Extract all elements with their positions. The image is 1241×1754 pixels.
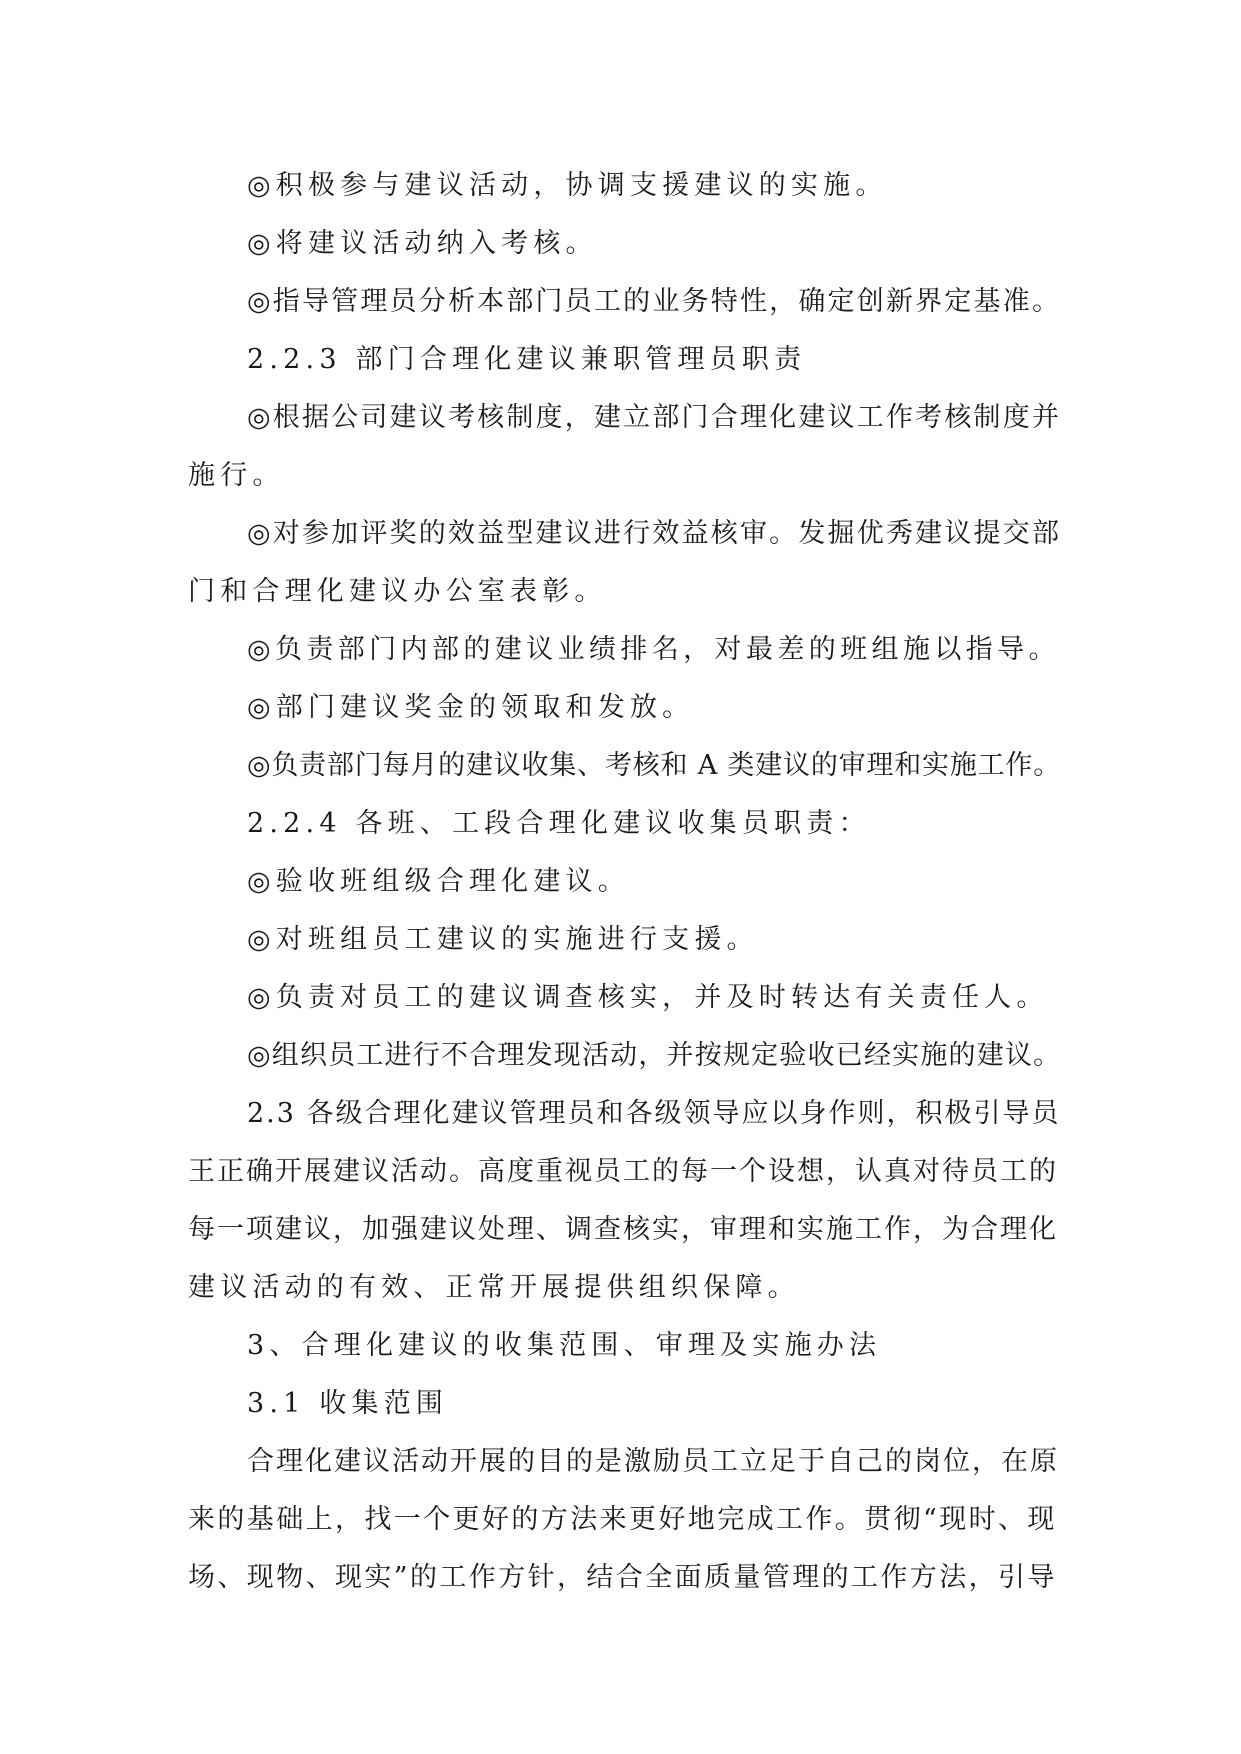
bullet-line: ◎负责部门内部的建议业绩排名，对最差的班组施以指导。 [247, 634, 1060, 665]
bullet-line: ◎将建议活动纳入考核。 [247, 228, 598, 259]
bullet-line: ◎部门建议奖金的领取和发放。 [247, 692, 695, 723]
chapter-heading: 3、合理化建议的收集范围、审理及实施办法 [247, 1330, 882, 1361]
section-heading: 3.1 收集范围 [247, 1388, 449, 1419]
bullet-line: ◎组织员工进行不合理发现活动，并按规定验收已经实施的建议。 [247, 1040, 1062, 1071]
section-heading: 2.2.3 部门合理化建议兼职管理员职责 [247, 344, 807, 375]
section-heading: 2.2.4 各班、工段合理化建议收集员职责： [247, 808, 871, 839]
bullet-line: ◎根据公司建议考核制度，建立部门合理化建议工作考核制度并 [247, 402, 1062, 433]
bullet-line: ◎积极参与建议活动，协调支援建议的实施。 [247, 170, 888, 201]
bullet-line: ◎验收班组级合理化建议。 [247, 866, 630, 897]
paragraph-line: 建议活动的有效、正常开展提供组织保障。 [188, 1272, 800, 1303]
paragraph-line: 合理化建议活动开展的目的是激励员工立足于自己的岗位，在原 [247, 1446, 1059, 1477]
bullet-line: ◎对参加评奖的效益型建议进行效益核审。发掘优秀建议提交部 [247, 518, 1062, 549]
paragraph-line: 来的基础上，找一个更好的方法来更好地完成工作。贯彻“现时、现 [188, 1504, 1057, 1535]
paragraph-line: 王正确开展建议活动。高度重视员工的每一个设想，认真对待员工的 [188, 1156, 1058, 1187]
paragraph-line: 每一项建议，加强建议处理、调查核实，审理和实施工作，为合理化 [188, 1214, 1058, 1245]
bullet-line: ◎负责对员工的建议调查核实，并及时转达有关责任人。 [247, 982, 1049, 1013]
bullet-line: ◎负责部门每月的建议收集、考核和 A 类建议的审理和实施工作。 [247, 750, 1062, 781]
section-paragraph-start: 2.3 各级合理化建议管理员和各级领导应以身作则，积极引导员 [247, 1098, 1061, 1129]
paragraph-line: 门和合理化建议办公室表彰。 [188, 576, 607, 607]
bullet-line: ◎指导管理员分析本部门员工的业务特性，确定创新界定基准。 [247, 286, 1062, 317]
paragraph-line: 场、现物、现实”的工作方针，结合全面质量管理的工作方法，引导 [188, 1562, 1057, 1593]
bullet-line: ◎对班组员工建议的实施进行支援。 [247, 924, 759, 955]
paragraph-line: 施行。 [188, 460, 285, 491]
